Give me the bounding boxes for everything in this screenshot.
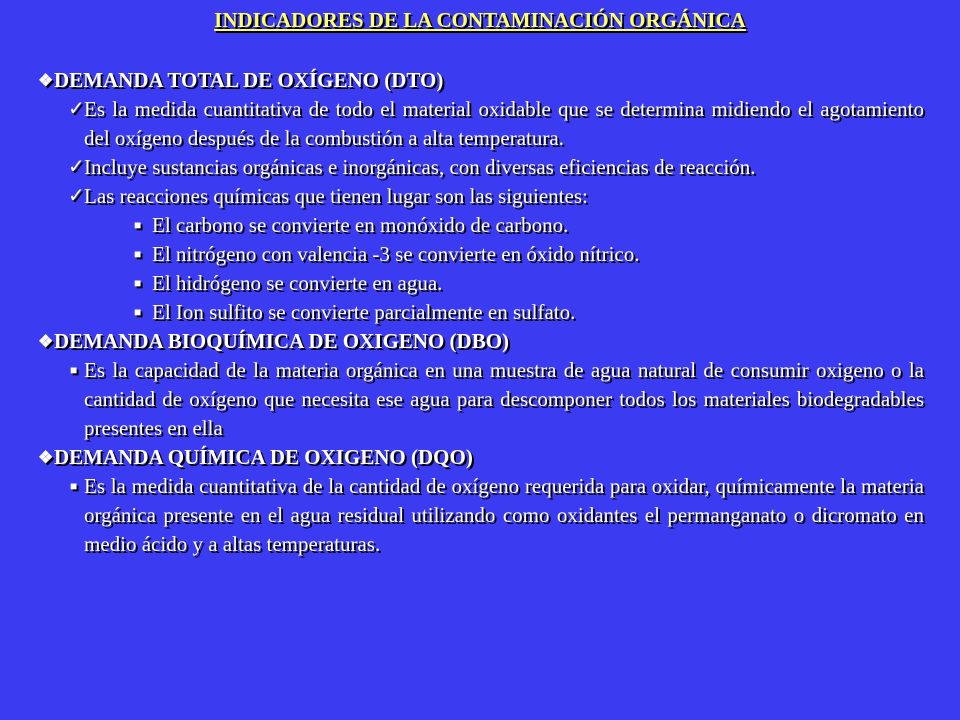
bullet-dqo-definition: ■ Es la medida cuantitativa de la cantidad de oxígeno requerida para oxidar, químicamente la materia orgánica presente en el agua residual utilizando como oxidantes el permanganato o dicromato en medio ácido y a altas temperaturas. bbox=[70, 474, 924, 556]
square-bullet-icon: ■ bbox=[70, 363, 78, 377]
section-heading-dto: ❖ DEMANDA TOTAL DE OXÍGENO (DTO) bbox=[38, 66, 924, 95]
slide-content bbox=[38, 66, 924, 559]
square-bullet-icon: ■ bbox=[134, 218, 142, 232]
square-bullet-icon: ■ bbox=[70, 479, 78, 493]
bullet-dbo-definition: ■ Es la capacidad de la materia orgánica en una muestra de agua natural de consumir oxigeno o la cantidad de oxígeno que necesita ese agua para descomponer todos los materiales biodegradables presentes en ella bbox=[70, 358, 924, 440]
reaction-carbon: ■ El carbono se convierte en monóxido de carbono. bbox=[38, 211, 924, 240]
reaction-hydrogen: ■ El hidrógeno se convierte en agua. bbox=[38, 269, 924, 298]
bullet-dto-reactions: ✓ Las reacciones químicas que tienen lugar son las siguientes: bbox=[38, 182, 924, 211]
square-bullet-icon: ■ bbox=[134, 247, 142, 261]
checkmark-icon: ✓ bbox=[68, 156, 85, 178]
diamond-bullet-icon: ❖ bbox=[38, 71, 54, 90]
checkmark-icon: ✓ bbox=[68, 185, 85, 207]
section-heading-dqo: ❖ DEMANDA QUÍMICA DE OXIGENO (DQO) bbox=[38, 443, 924, 472]
diamond-bullet-icon: ❖ bbox=[38, 332, 54, 351]
diamond-bullet-icon: ❖ bbox=[38, 448, 54, 467]
bullet-dto-includes: ✓ Incluye sustancias orgánicas e inorgánicas, con diversas eficiencias de reacción. bbox=[38, 153, 924, 182]
section-heading-dbo: ❖ DEMANDA BIOQUÍMICA DE OXIGENO (DBO) bbox=[38, 327, 924, 356]
reaction-nitrogen: ■ El nitrógeno con valencia -3 se convierte en óxido nítrico. bbox=[38, 240, 924, 269]
bullet-dto-definition: ✓ Es la medida cuantitativa de todo el material oxidable que se determina midiendo el agotamiento del oxígeno después de la combustión a alta temperatura. bbox=[68, 97, 924, 150]
slide-title: INDICADORES DE LA CONTAMINACIÓN ORGÁNICA bbox=[214, 8, 746, 32]
square-bullet-icon: ■ bbox=[134, 305, 142, 319]
checkmark-icon: ✓ bbox=[68, 98, 85, 120]
reaction-sulfite: ■ El Ion sulfito se convierte parcialmente en sulfato. bbox=[38, 298, 924, 327]
square-bullet-icon: ■ bbox=[134, 276, 142, 290]
